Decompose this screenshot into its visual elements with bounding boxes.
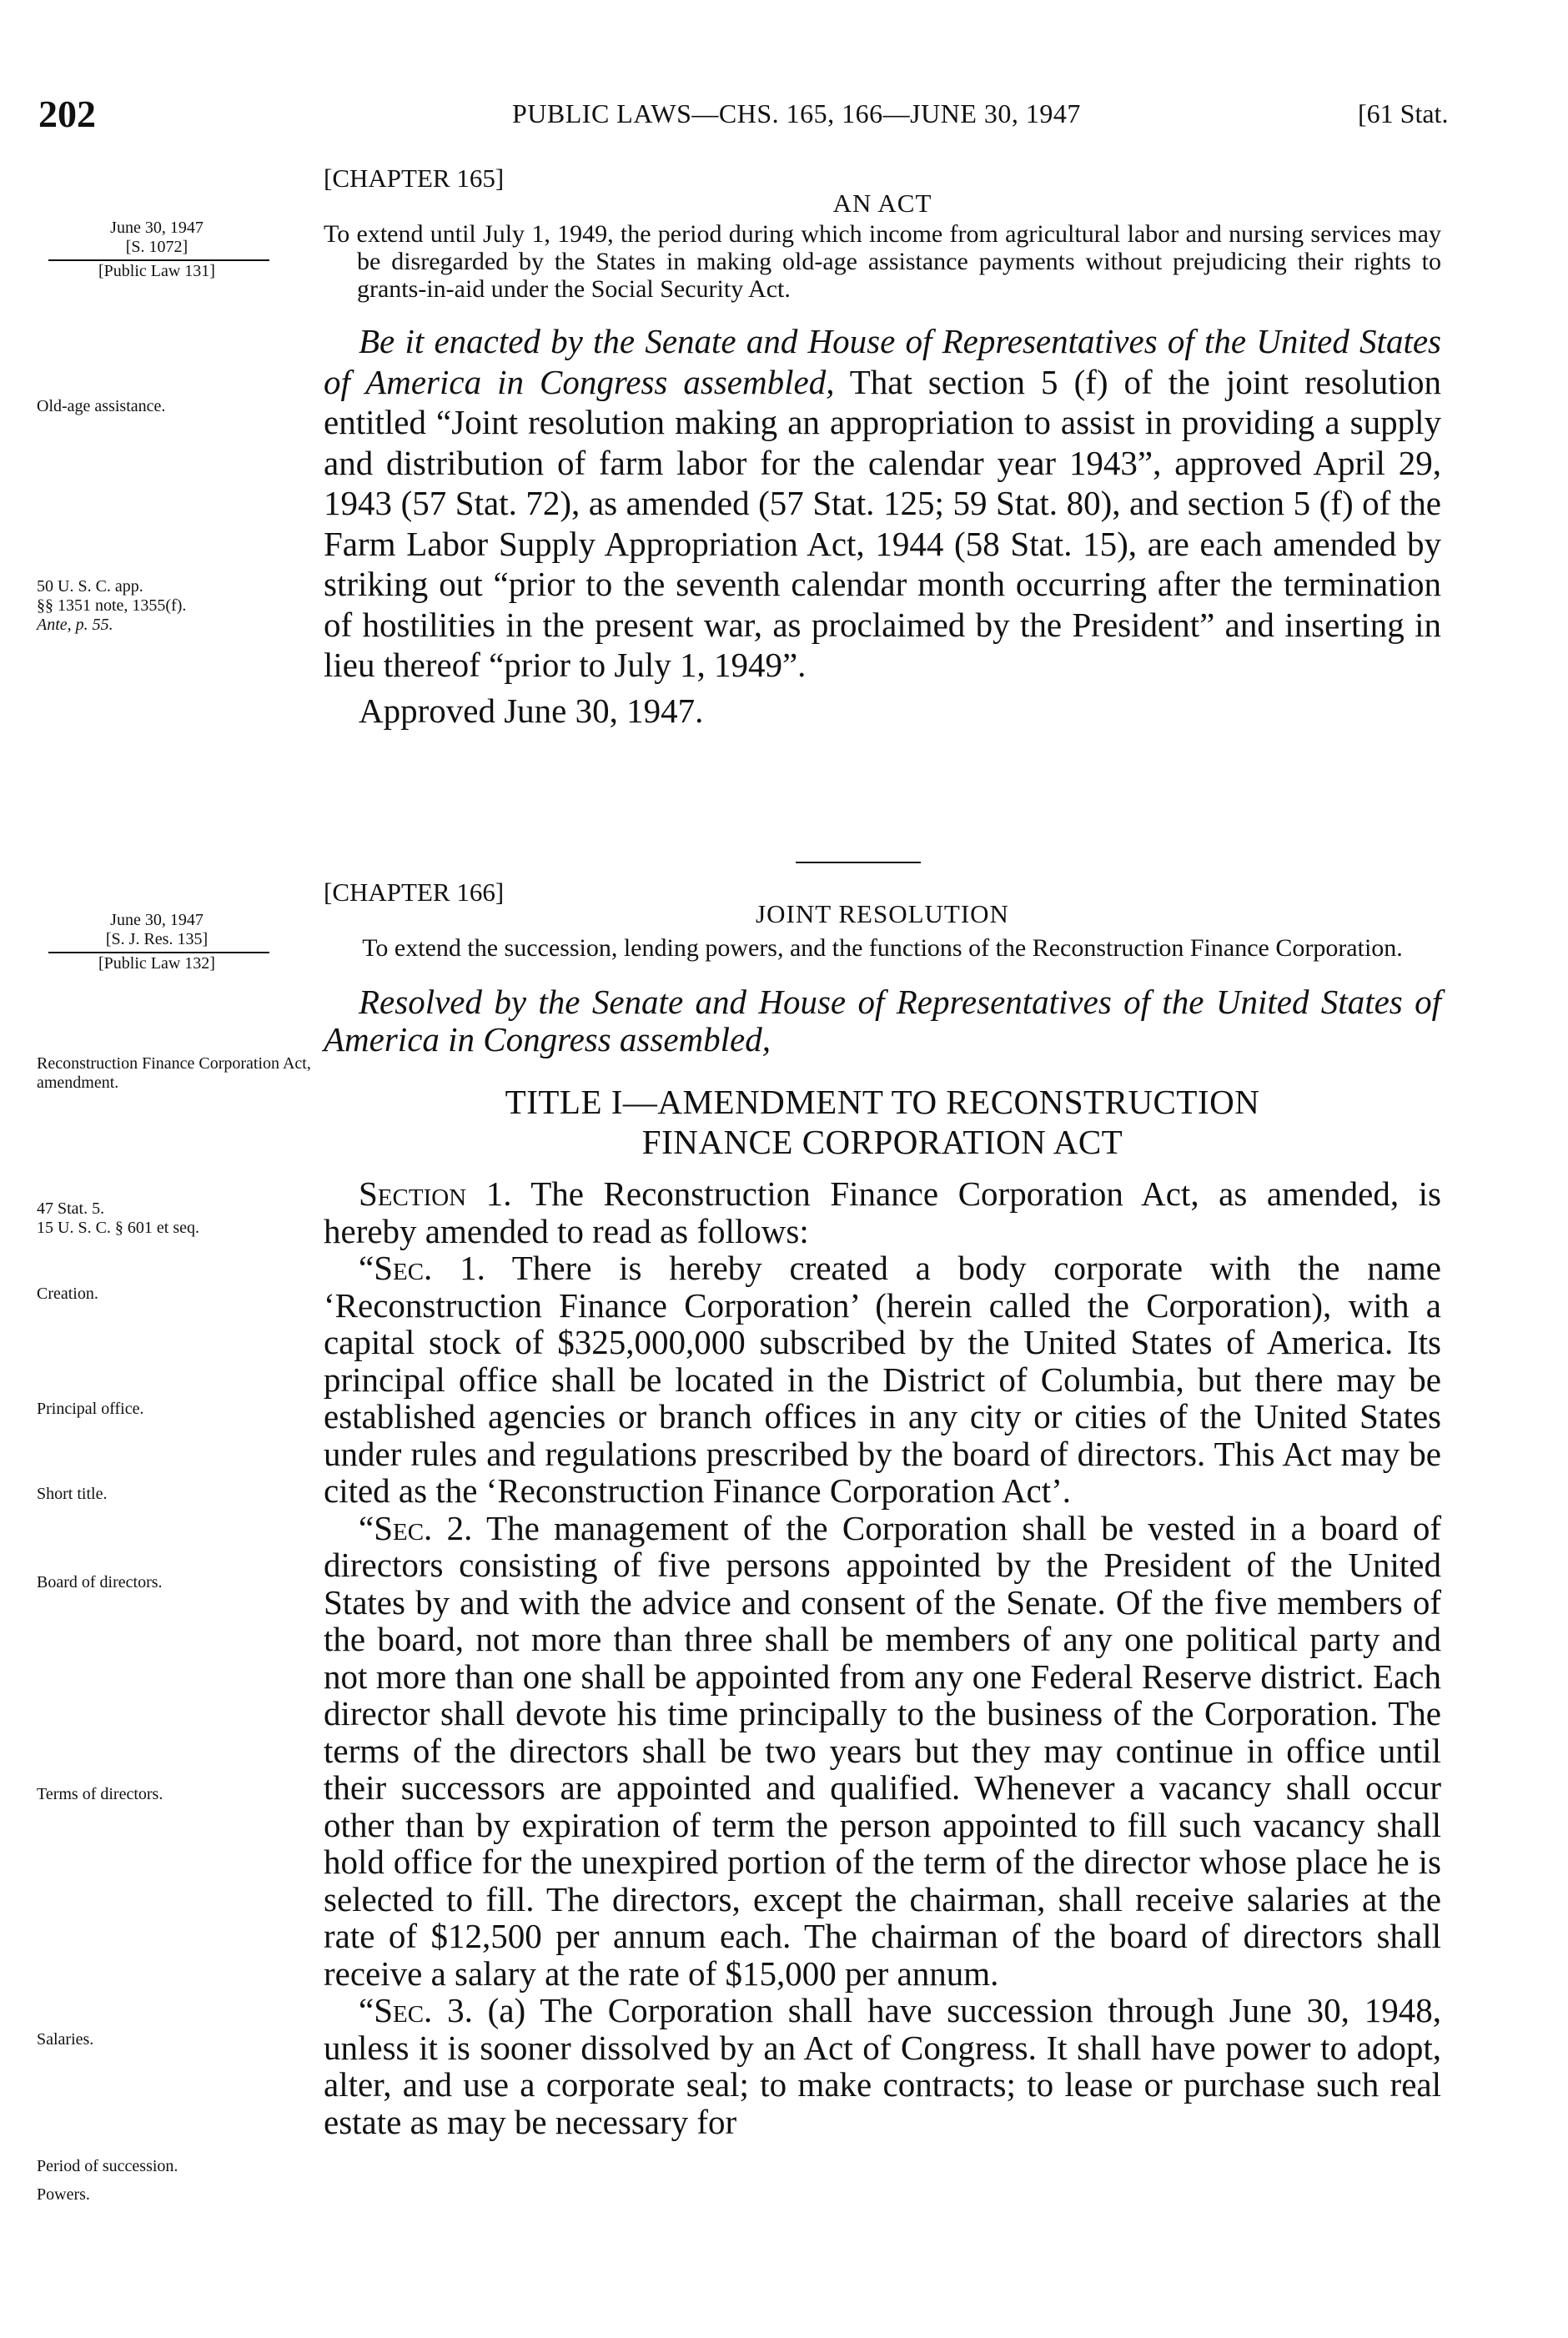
sec-3-text: 3. (a) The Corporation shall have succession through June 30, 1948, unless it is sooner dissolved by an Act of Congress. It shall have power to adopt, alter, and use a corporate seal; to make contracts; to lease or purchase such real estate as may be necessary for <box>324 1991 1441 2141</box>
margin-date-166: June 30, 1947 [S. J. Res. 135] [Public Law 132] <box>48 911 265 973</box>
joint-resolution-label: JOINT RESOLUTION <box>756 899 1009 928</box>
chapter-label-165: [CHAPTER 165] <box>324 163 505 193</box>
section-text-165: That section 5 (f) of the joint resolution entitled “Joint resolution making an appropriation to assist in providing a supply and distribution of farm labor for the calendar year 1943”, approved April 29, 1943 (57 Stat. 72), as amended (57 Stat. 125; 59 Stat. 80), and section 5 (f) of the Farm Labor Supply Appropriation Act, 1944 (58 Stat. 15), are each amended by striking out “prior to the seventh calendar month occurring after the termination of hostilities in the present war, as proclaimed by the President” and inserting in lieu thereof “prior to July 1, 1949”. <box>324 362 1441 684</box>
margin-note-creation: Creation. <box>37 1285 98 1303</box>
margin-note-old-age: Old-age assistance. <box>37 397 166 415</box>
margin-note-principal: Principal office. <box>37 1400 144 1418</box>
chapter-separator <box>796 862 921 863</box>
sec-2-text: 2. The management of the Corporation shall be vested in a board of directors consisting of five persons appointed by the President of the United States by and with the advice and consent of the Senate. Of the five members of the board, not more than three shall be members of any one political party and not more than one shall be appointed from any one Federal Reserve district. Each director shall devote his time principally to the business of the Corporation. The terms of the directors shall be two years but they may continue in office until their successors are appointed and qualified. Whenever a vacancy shall occur other than by expiration of term the person appointed to fill such vacancy shall hold office for the unexpired portion of the term of the director whose place he is selected to fill. The directors, except the chairman, shall receive salaries at the rate of $12,500 per annum each. The chairman of the board of directors shall receive a salary at the rate of $15,000 per annum. <box>324 1508 1442 1993</box>
section-label: Section <box>359 1174 467 1213</box>
margin-note-salaries: Salaries. <box>37 2030 94 2049</box>
sec-1-text: 1. There is hereby created a body corporate with the name ‘Reconstruction Finance Corporation’ (herein called the Corporation), with a capital stock of $325,000,000 subscribed by the United States of America. Its principal office shall be located in the District of Columbia, but there may be established agencies or branch offices in any city or cities of the United States under rules and regulations prescribed by the board of directors. This Act may be cited as the ‘Reconstruction Finance Corporation Act’. <box>324 1249 1442 1510</box>
approval-date: Approved June 30, 1947. <box>359 691 704 730</box>
enacting-clause: Be it enacted by the Senate and House of Representatives of the United States of America in Congress assembled, <box>324 322 1441 401</box>
margin-citations-165: 50 U. S. C. app. §§ 1351 note, 1355(f). Ante, p. 55. <box>37 577 187 634</box>
margin-note-terms: Terms of directors. <box>37 1785 163 1803</box>
margin-note-stat: 47 Stat. 5. <box>37 1199 105 1218</box>
chapter-165 <box>324 163 1441 731</box>
resolving-clause: Resolved by the Senate and House of Representatives of the United States of America in Congress assembled, <box>324 983 1441 1058</box>
section-1-text: 1. The Reconstruction Finance Corporation Act, as amended, is hereby amended to read as follows: <box>324 1174 1441 1250</box>
title-heading: TITLE I—AMENDMENT TO RECONSTRUCTION FINANCE CORPORATION ACT <box>505 1083 1260 1161</box>
margin-note-powers: Powers. <box>37 2185 90 2204</box>
act-label: AN ACT <box>832 189 932 218</box>
chapter-label-166: [CHAPTER 166] <box>324 877 505 907</box>
margin-date-165: June 30, 1947 [S. 1072] [Public Law 131] <box>48 219 265 281</box>
margin-note-period: Period of succession. <box>37 2157 178 2175</box>
page-number: 202 <box>38 93 96 135</box>
running-head: PUBLIC LAWS—CHS. 165, 166—JUNE 30, 1947 <box>512 98 1081 128</box>
margin-note-usc: 15 U. S. C. § 601 et seq. <box>37 1219 199 1237</box>
title-description-166: To extend the succession, lending powers, and the functions of the Reconstruction Finance Corporation. <box>362 934 1403 962</box>
title-description-165: To extend until July 1, 1949, the period during which income from agricultural labor and nursing services may be disregarded by the States in making old-age assistance payments without prejudicing their rights to grants-in-aid under the Social Security Act. <box>324 220 1441 303</box>
volume-reference: [61 Stat. <box>1358 98 1449 128</box>
chapter-166-body: Section 1. The Reconstruction Finance Corporation Act, as amended, is hereby amended to read as follows: “Sec. 1. There is hereby created a body corporate with the name ‘Reconstruction Finance Corporation’ (herein called the Corporation), with a capital stock of $325,000,000 subscribed by the United States of America. Its principal office shall be located in the District of Columbia, but there may be established agencies or branch offices in any city or cities of the United States under rules and regulations prescribed by the board of directors. This Act may be cited as the ‘Reconstruction Finance Corporation Act’. “Sec. 2. The management of the Corporation shall be vested in a board of directors consisting of five persons appointed by the President of the United States by and with the advice and consent of the Senate. Of the five members of the board, not more than three shall be members of any one political party and not more than one shall be appointed from any one Federal Reserve district. Each director shall devote his time principally to the business of the Corporation. The terms of the directors shall be two years but they may continue in office until their successors are appointed and qualified. Whenever a vacancy shall occur other than by expiration of term the person appointed to fill such vacancy shall hold office for the unexpired portion of the term of the director whose place he is selected to fill. The directors, except the chairman, shall receive salaries at the rate of $12,500 per annum each. The chairman of the board of directors shall receive a salary at the rate of $15,000 per annum. “Sec. 3. (a) The Corporation shall have succession through June 30, 1948, unless it is sooner dissolved by an Act of Congress. It shall have power to adopt, alter, and use a corporate seal; to make contracts; to lease or purchase such real estate as may be necessary for <box>324 1174 1442 2141</box>
chapter-165-body <box>324 321 1441 686</box>
margin-note-rfc: Reconstruction Finance Corporation Act, amendment. <box>37 1054 311 1092</box>
margin-note-short-title: Short title. <box>37 1485 108 1503</box>
chapter-166 <box>324 877 1441 2140</box>
margin-note-board: Board of directors. <box>37 1573 163 1591</box>
